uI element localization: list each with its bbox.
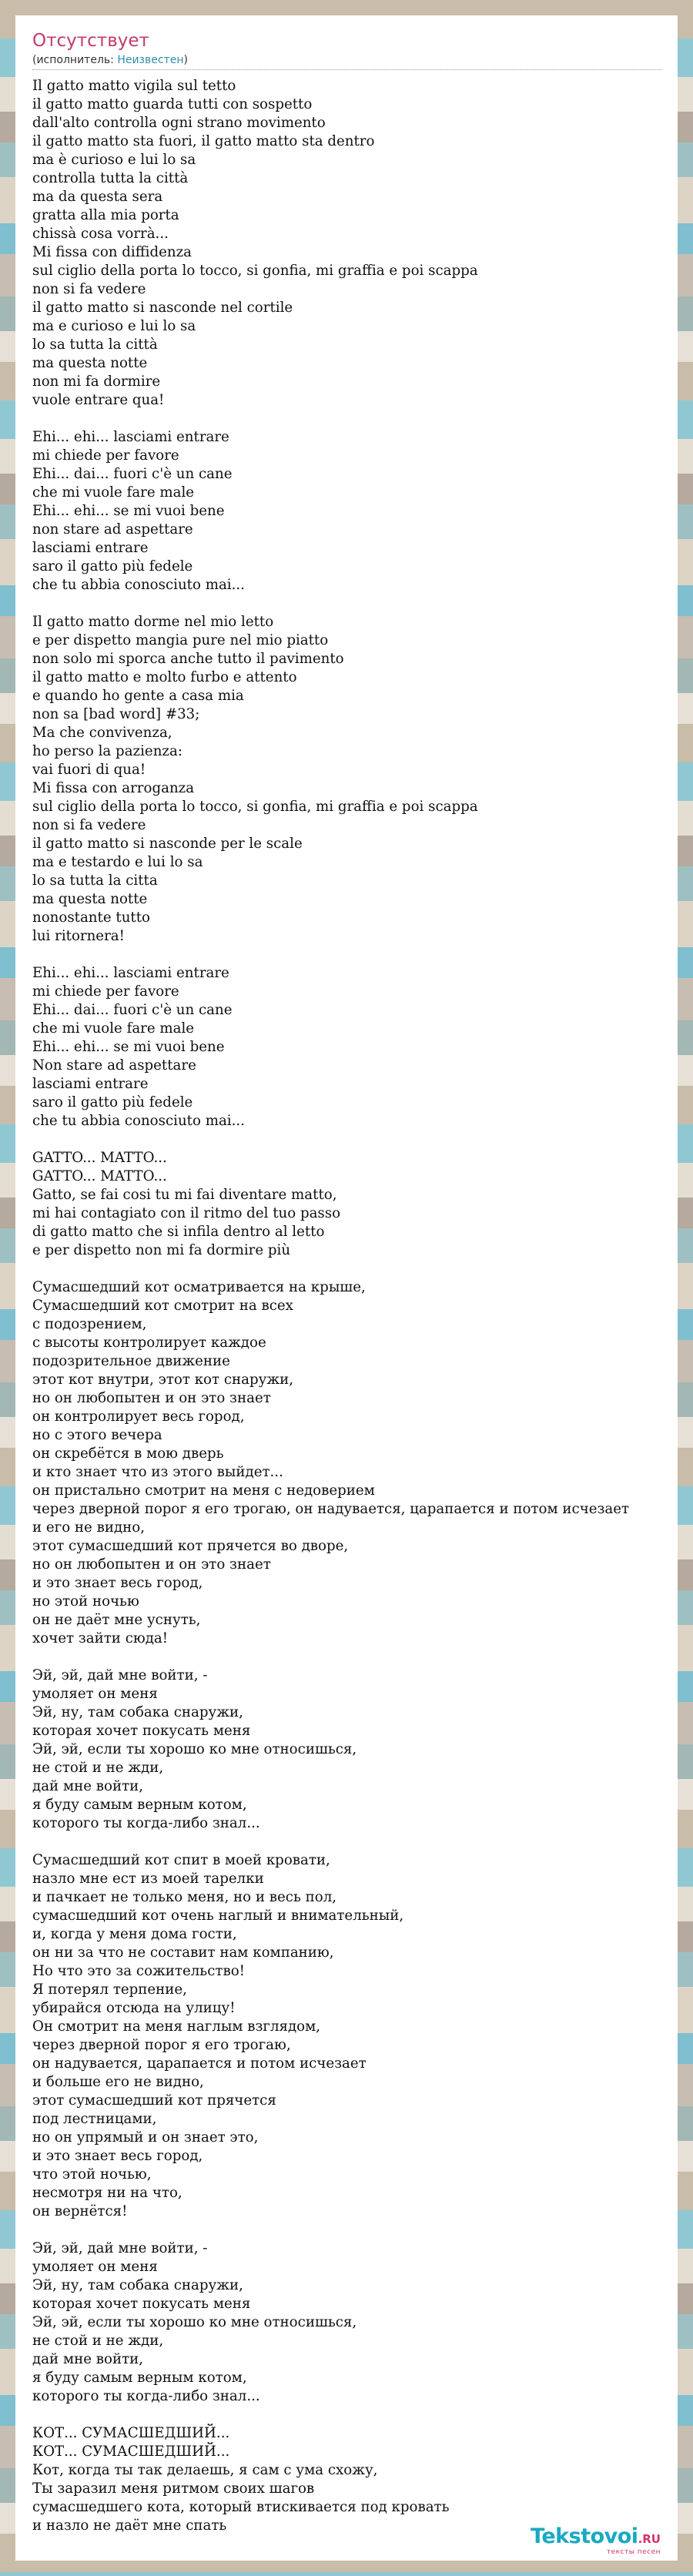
performer-link[interactable]: Неизвестен bbox=[117, 54, 184, 66]
lyric-line: Он смотрит на меня наглым взглядом, bbox=[32, 2018, 321, 2035]
lyric-line: lasciami entrare bbox=[32, 540, 149, 556]
logo-main-text: Tekstovoi bbox=[531, 2524, 638, 2548]
lyrics-stanza bbox=[32, 428, 662, 595]
lyrics-stanza bbox=[32, 2239, 662, 2406]
lyrics-text bbox=[32, 77, 662, 2535]
lyric-line: он контролирует весь город, bbox=[32, 1409, 245, 1425]
lyrics-stanza bbox=[32, 613, 662, 946]
lyric-line: несмотря ни на что, bbox=[32, 2185, 182, 2201]
lyric-line: Сумасшедший кот спит в моей кровати, bbox=[32, 1852, 330, 1868]
lyric-line: che mi vuole fare male bbox=[32, 484, 195, 501]
lyric-line: vuole entrare qua! bbox=[32, 392, 165, 408]
lyric-line: Эй, ну, там собака снаружи, bbox=[32, 1704, 243, 1720]
lyric-line: dall'alto controlla ogni strano movimento bbox=[32, 115, 326, 131]
lyric-line: Il gatto matto dorme nel mio letto bbox=[32, 614, 274, 630]
lyric-line: il gatto matto e molto furbo e attento bbox=[32, 669, 297, 685]
lyric-line: он не даёт мне уснуть, bbox=[32, 1612, 201, 1628]
lyric-line: ma e curioso e lui lo sa bbox=[32, 318, 196, 334]
lyric-line: lasciami entrare bbox=[32, 1076, 149, 1092]
lyric-line: которая хочет покусать меня bbox=[32, 1723, 251, 1739]
lyric-line: Эй, эй, дай мне войти, - bbox=[32, 1667, 208, 1683]
lyric-line: lui ritornera! bbox=[32, 928, 125, 944]
lyric-line: il gatto matto guarda tutti con sospetto bbox=[32, 96, 313, 112]
lyrics-stanza bbox=[32, 77, 662, 410]
lyric-line: ma e testardo e lui lo sa bbox=[32, 854, 203, 870]
lyric-line: назло мне ест из моей тарелки bbox=[32, 1871, 264, 1887]
lyric-line: он пристально смотрит на меня с недоверием bbox=[32, 1482, 375, 1499]
lyric-line: saro il gatto più fedele bbox=[32, 1094, 193, 1110]
lyric-line: Gatto, se fai cosi tu mi fai diventare matto, bbox=[32, 1187, 337, 1203]
lyric-line: Ehi... ehi... se mi vuoi bene bbox=[32, 1039, 225, 1055]
lyrics-stanza bbox=[32, 1851, 662, 2221]
lyric-line: КОТ... СУМАСШЕДШИЙ... bbox=[32, 2425, 230, 2441]
lyric-line: не стой и не жди, bbox=[32, 2333, 164, 2349]
lyric-line: Il gatto matto vigila sul tetto bbox=[32, 78, 236, 94]
lyrics-card bbox=[15, 15, 678, 2561]
lyric-line: дай мне войти, bbox=[32, 2351, 144, 2367]
lyric-line: Ehi... ehi... lasciami entrare bbox=[32, 965, 229, 981]
lyric-line: e per dispetto mangia pure nel mio piatto bbox=[32, 632, 329, 648]
lyric-line: vai fuori di qua! bbox=[32, 762, 146, 778]
lyric-line: Ты заразил меня ритмом своих шагов bbox=[32, 2481, 315, 2497]
lyric-line: ma è curioso e lui lo sa bbox=[32, 152, 196, 168]
logo-tld: .RU bbox=[638, 2532, 661, 2546]
lyric-line: Mi fissa con arroganza bbox=[32, 780, 195, 796]
lyric-line: и это знает весь город, bbox=[32, 2148, 203, 2164]
lyric-line: он ни за что не составит нам компанию, bbox=[32, 1945, 334, 1961]
performer-line bbox=[32, 52, 662, 70]
lyric-line: и его не видно, bbox=[32, 1519, 146, 1536]
lyric-line: non si fa vedere bbox=[32, 817, 146, 833]
lyric-line: которого ты когда-либо знал... bbox=[32, 2388, 260, 2404]
lyric-line: non solo mi sporca anche tutto il pavimento bbox=[32, 651, 344, 667]
lyric-line: сумасшедший кот очень наглый и внимательный, bbox=[32, 1908, 404, 1924]
lyric-line: но он упрямый и он знает это, bbox=[32, 2129, 259, 2146]
lyric-line: и кто знает что из этого выйдет... bbox=[32, 1464, 283, 1480]
lyric-line: sul ciglio della porta lo tocco, si gonfia, mi graffia e poi scappa bbox=[32, 799, 478, 815]
lyric-line: но он любопытен и он это знает bbox=[32, 1556, 271, 1573]
lyric-line: Эй, эй, если ты хорошо ко мне относишься, bbox=[32, 2314, 357, 2330]
lyric-line: Ehi... dai... fuori c'è un cane bbox=[32, 1002, 233, 1018]
lyric-line: умоляет он меня bbox=[32, 2259, 158, 2275]
lyric-line: под лестницами, bbox=[32, 2111, 157, 2127]
lyric-line: Я потерял терпение, bbox=[32, 1981, 187, 1998]
lyric-line: gratta alla mia porta bbox=[32, 207, 179, 223]
lyric-line: nonostante tutto bbox=[32, 909, 150, 926]
lyric-line: sul ciglio della porta lo tocco, si gonfia, mi graffia e poi scappa bbox=[32, 263, 478, 279]
lyric-line: non si fa vedere bbox=[32, 281, 146, 297]
lyric-line: lo sa tutta la citta bbox=[32, 873, 158, 889]
lyrics-stanza bbox=[32, 1278, 662, 1648]
lyric-line: ma da questa sera bbox=[32, 189, 163, 205]
lyric-line: он надувается, царапается и потом исчезает bbox=[32, 2055, 367, 2072]
lyric-line: Эй, эй, дай мне войти, - bbox=[32, 2240, 208, 2256]
lyric-line: chissà cosa vorrà... bbox=[32, 226, 169, 242]
lyric-line: которого ты когда-либо знал... bbox=[32, 1815, 260, 1831]
lyric-line: Эй, эй, если ты хорошо ко мне относишься, bbox=[32, 1741, 357, 1757]
lyric-line: но этой ночью bbox=[32, 1593, 139, 1610]
lyric-line: e quando ho gente a casa mia bbox=[32, 688, 244, 704]
lyric-line: controlla tutta la città bbox=[32, 170, 189, 186]
lyric-line: che tu abbia conosciuto mai... bbox=[32, 577, 245, 593]
lyric-line: il gatto matto si nasconde nel cortile bbox=[32, 300, 293, 316]
lyric-line: умоляет он меня bbox=[32, 1686, 158, 1702]
lyrics-stanza bbox=[32, 1667, 662, 1833]
lyric-line: Ehi... ehi... se mi vuoi bene bbox=[32, 503, 225, 519]
lyric-line: ma questa notte bbox=[32, 891, 148, 907]
lyric-line: и, когда у меня дома гости, bbox=[32, 1926, 237, 1942]
lyric-line: che mi vuole fare male bbox=[32, 1020, 195, 1037]
lyric-line: Кот, когда ты так делаешь, я сам с ума схожу, bbox=[32, 2462, 378, 2478]
lyric-line: non stare ad aspettare bbox=[32, 521, 193, 538]
lyric-line: и пачкает не только меня, но и весь пол, bbox=[32, 1889, 337, 1905]
lyric-line: этот кот внутри, этот кот снаружи, bbox=[32, 1372, 293, 1388]
lyric-line: GATTO... MATTO... bbox=[32, 1168, 167, 1184]
lyric-line: сумасшедшего кота, который втискивается под кровать bbox=[32, 2499, 450, 2515]
lyric-line: этот сумасшедший кот прячется во дворе, bbox=[32, 1538, 349, 1554]
logo-wordmark bbox=[531, 2525, 661, 2548]
lyric-line: я буду самым верным котом, bbox=[32, 1797, 247, 1813]
lyric-line: mi chiede per favore bbox=[32, 447, 179, 464]
lyric-line: GATTO... MATTO... bbox=[32, 1150, 167, 1166]
lyric-line: он вернётся! bbox=[32, 2203, 128, 2219]
lyric-line: с подозрением, bbox=[32, 1316, 147, 1332]
lyric-line: я буду самым верным котом, bbox=[32, 2370, 247, 2386]
lyric-line: и это знает весь город, bbox=[32, 1575, 203, 1591]
lyric-line: il gatto matto sta fuori, il gatto matto sta dentro bbox=[32, 133, 375, 149]
lyric-line: дай мне войти, bbox=[32, 1778, 144, 1794]
lyric-line: mi chiede per favore bbox=[32, 983, 179, 1000]
lyric-line: Но что это за сожительство! bbox=[32, 1963, 245, 1979]
lyric-line: che tu abbia conosciuto mai... bbox=[32, 1113, 245, 1129]
lyric-line: хочет зайти сюда! bbox=[32, 1630, 169, 1646]
lyric-line: non sa [bad word] #33; bbox=[32, 706, 200, 722]
lyric-line: которая хочет покусать меня bbox=[32, 2296, 251, 2312]
lyric-line: Ehi... dai... fuori c'è un cane bbox=[32, 466, 233, 482]
lyric-line: с высоты контролирует каждое bbox=[32, 1335, 266, 1351]
lyric-line: mi hai contagiato con il ritmo del tuo passo bbox=[32, 1205, 341, 1221]
lyric-line: убирайся отсюда на улицу! bbox=[32, 2000, 236, 2016]
site-logo[interactable] bbox=[531, 2525, 661, 2556]
lyric-line: lo sa tutta la città bbox=[32, 337, 158, 353]
lyric-line: Эй, ну, там собака снаружи, bbox=[32, 2277, 243, 2293]
lyric-line: но он любопытен и он это знает bbox=[32, 1390, 271, 1406]
lyric-line: что этой ночью, bbox=[32, 2166, 152, 2182]
lyric-line: Ma che convivenza, bbox=[32, 725, 172, 741]
lyric-line: il gatto matto si nasconde per le scale bbox=[32, 836, 303, 852]
lyrics-stanza bbox=[32, 964, 662, 1131]
lyrics-stanza bbox=[32, 1149, 662, 1260]
lyric-line: di gatto matto che si infila dentro al letto bbox=[32, 1224, 325, 1240]
lyric-line: Mi fissa con diffidenza bbox=[32, 244, 192, 260]
lyric-line: но с этого вечера bbox=[32, 1427, 162, 1443]
lyrics-stanza bbox=[32, 2424, 662, 2535]
lyric-line: non mi fa dormire bbox=[32, 374, 161, 390]
lyric-line: этот сумасшедший кот прячется bbox=[32, 2092, 276, 2109]
lyric-line: Сумасшедший кот осматривается на крыше, bbox=[32, 1279, 366, 1295]
lyric-line: ma questa notte bbox=[32, 355, 148, 371]
lyric-line: КОТ... СУМАСШЕДШИЙ... bbox=[32, 2444, 230, 2460]
lyric-line: saro il gatto più fedele bbox=[32, 558, 193, 574]
lyric-line: и назло не даёт мне спать bbox=[32, 2517, 227, 2534]
lyric-line: и больше его не видно, bbox=[32, 2074, 204, 2090]
song-title: Отсутствует bbox=[32, 31, 149, 51]
lyric-line: ho perso la pazienza: bbox=[32, 743, 182, 759]
lyric-line: Non stare ad aspettare bbox=[32, 1057, 196, 1074]
lyric-line: Ehi... ehi... lasciami entrare bbox=[32, 429, 229, 445]
lyric-line: e per dispetto non mi fa dormire più bbox=[32, 1242, 291, 1258]
lyric-line: Сумасшедший кот смотрит на всех bbox=[32, 1298, 293, 1314]
performer-prefix: (исполнитель: bbox=[32, 54, 118, 66]
logo-tagline: тексты песен bbox=[606, 2548, 661, 2556]
performer-suffix: ) bbox=[183, 54, 188, 66]
lyric-line: через дверной порог я его трогаю, bbox=[32, 2037, 291, 2053]
lyric-line: он скребётся в мою дверь bbox=[32, 1445, 224, 1462]
lyric-line: не стой и не жди, bbox=[32, 1760, 164, 1776]
lyric-line: через дверной порог я его трогаю, он надувается, царапается и потом исчезает bbox=[32, 1501, 630, 1517]
lyric-line: подозрительное движение bbox=[32, 1353, 230, 1369]
